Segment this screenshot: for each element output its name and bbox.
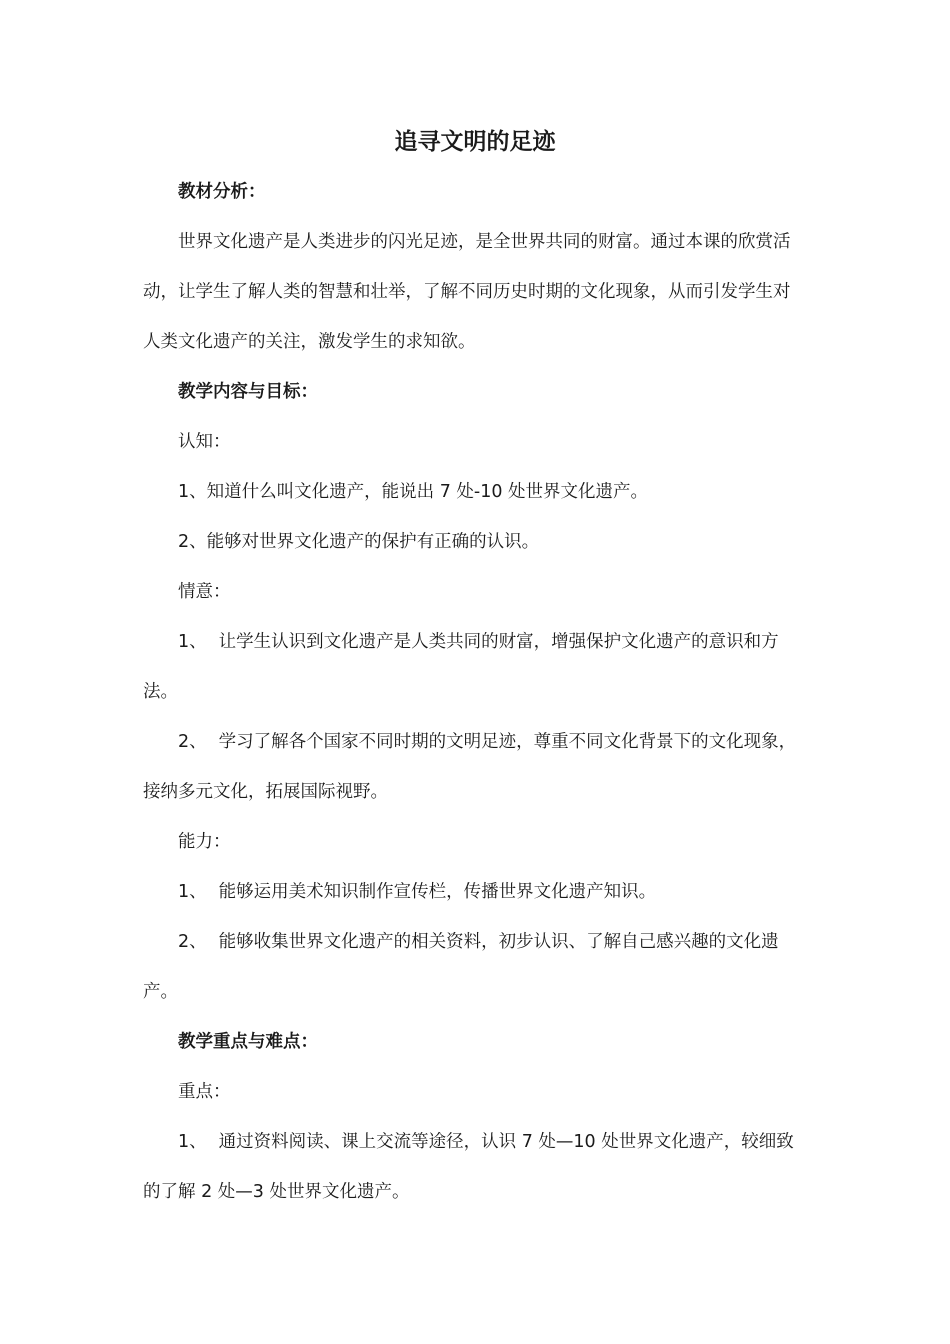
list-number: 2、	[178, 932, 207, 952]
list-number: 2、	[178, 732, 207, 752]
list-text: 学习了解各个国家不同时期的文明足迹，尊重不同文化背景下的文化现象，接纳多元文化，拓展国际视野。	[143, 732, 797, 802]
list-text: 能够运用美术知识制作宣传栏，传播世界文化遗产知识。	[218, 882, 657, 902]
emotion-item-2	[143, 717, 807, 817]
analysis-paragraph: 世界文化遗产是人类进步的闪光足迹，是全世界共同的财富。通过本课的欣赏活动，让学生了解人类的智慧和壮举，了解不同历史时期的文化现象，从而引发学生对人类文化遗产的关注，激发学生的求知欲。	[143, 232, 791, 352]
key-item-1	[143, 1117, 807, 1217]
section-heading-goals: 教学内容与目标：	[178, 382, 318, 402]
subheading-ability: 能力：	[178, 832, 231, 852]
list-number: 1、	[178, 632, 207, 652]
list-text: 能够收集世界文化遗产的相关资料，初步认识、了解自己感兴趣的文化遗产。	[143, 932, 779, 1002]
document-title: 追寻文明的足迹	[394, 129, 556, 155]
list-text: 让学生认识到文化遗产是人类共同的财富，增强保护文化遗产的意识和方法。	[143, 632, 779, 702]
subheading-emotion: 情意：	[178, 582, 231, 602]
document-body	[143, 167, 807, 1217]
cognition-item-2: 2、能够对世界文化遗产的保护有正确的认识。	[178, 532, 540, 552]
ability-item-2	[143, 917, 807, 1017]
section-heading-analysis: 教材分析：	[178, 182, 266, 202]
subheading-key: 重点：	[178, 1082, 231, 1102]
subheading-cognition: 认知：	[178, 432, 231, 452]
emotion-item-1	[143, 617, 807, 717]
ability-item-1	[143, 867, 807, 917]
list-number: 1、	[178, 1132, 207, 1152]
list-number: 1、	[178, 882, 207, 902]
list-text: 通过资料阅读、课上交流等途径，认识 7 处—10 处世界文化遗产，较细致的了解 2 处—3 处世界文化遗产。	[143, 1132, 794, 1202]
section-heading-focus: 教学重点与难点：	[178, 1032, 318, 1052]
cognition-item-1: 1、知道什么叫文化遗产，能说出 7 处-10 处世界文化遗产。	[178, 482, 649, 502]
